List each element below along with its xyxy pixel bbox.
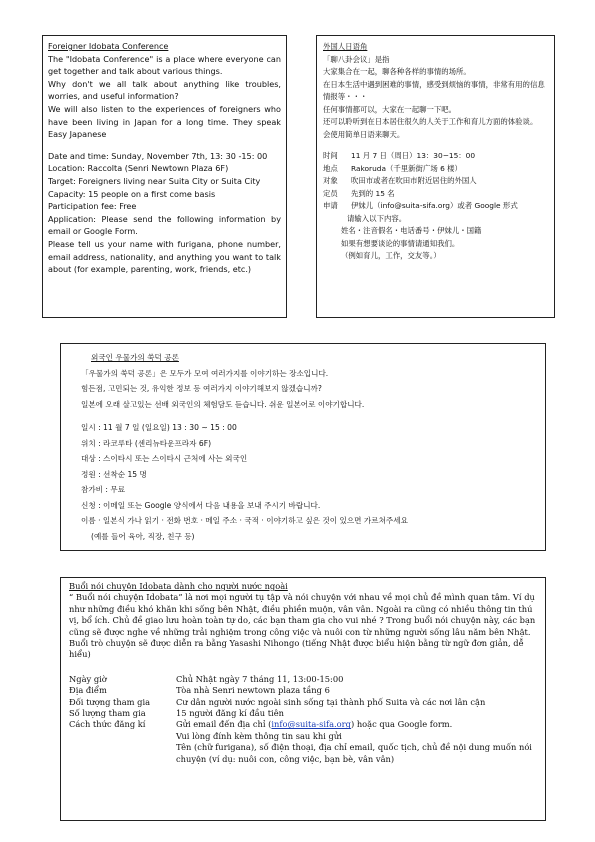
vietnamese-detail-place [69,685,537,696]
korean-capacity: 정원 : 선착순 15 명 [81,469,147,479]
vietnamese-intro: “ Buổi nói chuyện Idobata” là nơi mọi người tụ tập và nói chuyện với nhau về mọi chủ đề mình quan tâm. Ví dụ như những điều khó khăn khi sống bên Nhật, điều phiền muộn, vân vân. Ngoài ra cũng có nhiều thông tin thú vị, bổ ích. Chủ đề giao lưu hoàn toàn tự do, các bạn tham gia cho vui nhé ? Trong buổi nói chuyện này, các bạn cũng sẽ được nghe về những trải nghiệm trong công việc và nuôi con từ những người sống lâu năm bên Nhật. Buổi trò chuyện sẽ được diễn ra bằng Yasashi Nihongo (tiếng Nhật được biểu hiện bằng từ ngữ đơn giản, dễ hiểu) [69,592,536,660]
korean-fee: 참가비 : 무료 [81,485,126,494]
chinese-detail-capacity [323,188,548,201]
chinese-title: 外国人日语角 [323,42,368,51]
vietnamese-detail-date [69,674,537,685]
vietnamese-apply-post: ) hoặc qua Google form. [350,719,453,730]
chinese-detail-key: 申请 [323,201,338,210]
vietnamese-detail-key: Ngày giờ [69,673,107,684]
english-notice-box [42,35,287,318]
chinese-intro-3: 在日本生活中遇到困难的事情，感受到烦恼的事情，非常有用的信息情报等・・・ [323,79,545,101]
vietnamese-detail-target [69,697,537,708]
korean-target: 대상 : 스이타시 또는 스이타시 근처에 사는 외국인 [81,454,248,463]
vietnamese-detail-value: Tòa nhà Senri newtown plaza tầng 6 [176,685,330,696]
vietnamese-apply-note: Vui lòng đính kèm thông tin sau khi gửi [176,730,342,741]
email-link[interactable]: info@suita-sifa.org [271,719,351,730]
english-location: Location: Raccolta (Senri Newtown Plaza 6F) [48,163,229,174]
english-application: Application: Please send the following information by email or Google Form. [48,213,281,237]
vietnamese-notice-box [60,577,546,821]
english-title: Foreigner Idobata Conference [48,41,169,51]
chinese-intro-4: 任何事情都可以，大家在一起聊一下吧。 [323,104,457,114]
chinese-extra-2: 姓名・注音假名・电话番号・伊妹儿・国籍 [341,226,482,235]
vietnamese-apply-pre: Gửi email đến địa chỉ ( [176,719,272,730]
chinese-detail-value: Rakoruda（千里新街广场 6 楼） [351,163,462,173]
korean-title: 외국인 우물가의 쑥덕 공론 [91,353,179,362]
chinese-intro-6: 会使用简单日语来聊天。 [323,129,405,139]
vietnamese-detail-capacity [69,708,537,719]
korean-intro-3: 일본에 오래 살고있는 선배 외국인의 체험담도 듣습니다. 쉬운 일본어로 이야기합니다. [81,399,365,409]
korean-examples: (예를 들어 육아, 직장, 친구 등) [91,531,195,541]
vietnamese-detail-apply [69,719,537,730]
english-required-info: Please tell us your name with furigana, phone number, email address, nationality, and anything you want to talk about (for example, parenting, work, friends, etc.) [48,238,281,275]
chinese-detail-time [323,150,548,163]
vietnamese-detail-key: Cách thức đăng kí [69,719,146,730]
chinese-detail-key: 地点 [323,163,338,173]
chinese-detail-apply [323,200,548,213]
vietnamese-apply-required-info: Tên (chữ furigana), số điện thoại, địa chỉ email, quốc tịch, chủ đề nội dung muốn nói chuyện (ví dụ: nuôi con, công việc, bạn bè, vân vân) [176,742,532,764]
english-target: Target: Foreigners living near Suita City or Suita City [48,175,261,186]
english-intro-2: Why don't we all talk about anything like troubles, worries, and useful information? [48,78,281,102]
chinese-detail-value: 伊妹儿（info@suita-sifa.org）或者 Google 形式 [351,201,518,210]
english-fee: Participation fee: Free [48,201,137,212]
vietnamese-detail-key: Đối tượng tham gia [69,696,151,707]
vietnamese-detail-key: Số lượng tham gia [69,708,146,719]
english-intro-3: We will also listen to the experiences of foreigners who have been living in Japan for a long time. They speak Easy Japanese [48,103,281,140]
korean-intro-2: 힘든점, 고민되는 것, 유익한 정보 등 여러가지 이야기해보지 않겠습니까? [81,384,322,393]
english-intro-1: The "Idobata Conference" is a place where everyone can get together and talk about various things. [48,53,281,77]
chinese-extra-4: （例如育儿，工作，交友等。） [341,251,441,260]
chinese-intro-1: 「聊八卦会议」是指 [323,54,390,64]
vietnamese-detail-value: Cư dân người nước ngoài sinh sống tại thành phố Suita và các nơi lân cận [176,696,486,707]
korean-notice-box [60,343,546,551]
vietnamese-apply-value [176,719,537,730]
vietnamese-detail-value: 15 người đăng kí đầu tiên [176,708,284,719]
chinese-detail-key: 对象 [323,176,338,185]
korean-location: 위치 : 라코루타 (센리뉴타운프라자 6F) [81,438,212,448]
chinese-detail-value: 先到的 15 名 [351,188,395,198]
chinese-extra-1: 请输入以下内容。 [347,213,407,223]
chinese-detail-key: 定员 [323,188,338,198]
chinese-extra-3: 如果有想要谈论的事情请通知我们。 [341,238,460,248]
chinese-detail-value: 11 月 7 日（周日）13：30−15：00 [351,151,476,160]
chinese-detail-target [323,175,548,188]
korean-intro-1: 「우물가의 쑥덕 공론」은 모두가 모여 여러가지를 이야기하는 장소입니다. [81,368,329,378]
korean-date: 일시 : 11 월 7 일 (일요일) 13 : 30 ~ 15 : 00 [81,423,237,432]
vietnamese-detail-value: Chủ Nhật ngày 7 tháng 11, 13:00-15:00 [176,673,344,684]
english-date: Date and time: Sunday, November 7th, 13: 30 -15: 00 [48,150,268,161]
korean-required-info: 이름 · 일본식 가나 읽기 · 전화 번호 · 메일 주소 · 국적 · 이야기하고 싶은 것이 있으면 가르쳐주세요 [81,516,408,525]
vietnamese-title: Buổi nói chuyện Idobata dành cho người nước ngoài [69,581,288,591]
english-capacity: Capacity: 15 people on a first come basis [48,188,216,199]
vietnamese-detail-key: Địa điểm [69,685,107,696]
chinese-notice-box [316,35,555,318]
chinese-detail-key: 时间 [323,151,338,160]
korean-application: 신청 : 이메일 또는 Google 양식에서 다음 내용을 보내 주시기 바랍니다. [81,500,321,510]
chinese-detail-value: 吹田市或者在吹田市附近居住的外国人 [351,176,477,185]
chinese-intro-2: 大家集合在一起，聊各种各样的事情的场所。 [323,67,471,76]
chinese-intro-5: 还可以聆听到在日本居住很久的人关于工作和育儿方面的体验谈。 [323,117,538,126]
chinese-detail-place [323,163,548,176]
